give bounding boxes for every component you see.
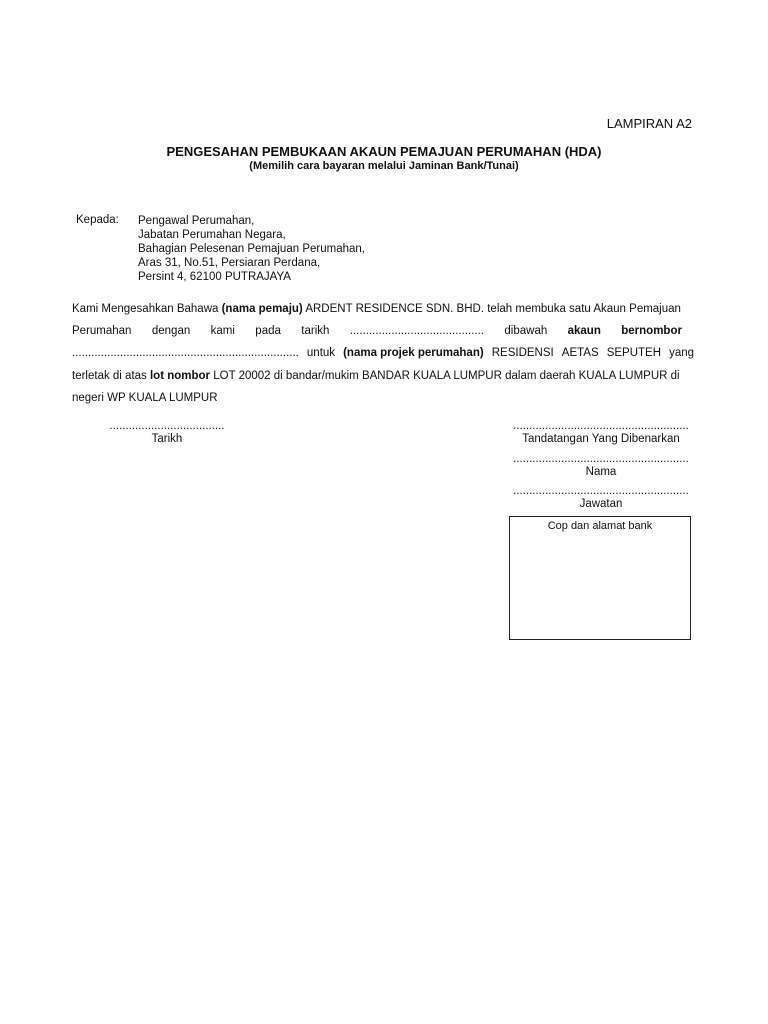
date-signature-block [108,420,226,446]
body-word: tarikh [301,325,330,337]
body-word: AETAS [561,347,599,359]
signature-label: Tandatangan Yang Dibenarkan [522,433,680,445]
body-line-4 [72,370,694,382]
line1-suffix: ARDENT RESIDENCE SDN. BHD. telah membuka satu Akaun Pemajuan [302,303,681,315]
bank-stamp-label: Cop dan alamat bank [547,520,653,532]
position-block [510,485,692,511]
project-name-label: (nama projek perumahan) [343,347,484,359]
address-line: Jabatan Perumahan Negara, [138,229,286,241]
body-word: dengan [151,325,191,337]
address-line: Aras 31, No.51, Persiaran Perdana, [138,257,321,269]
name-label: Nama [585,466,617,478]
account-number-blank: ....................................................................... [72,347,299,359]
bank-stamp-box [509,516,691,640]
recipient-address [138,214,365,284]
appendix-label: LAMPIRAN A2 [606,116,692,131]
body-word: RESIDENSI [491,347,554,359]
address-line: Persint 4, 62100 PUTRAJAYA [138,271,291,283]
body-word: dibawah [504,325,548,337]
position-line: ....................................................... [513,485,689,497]
body-word: untuk [306,347,336,359]
name-line: ....................................................... [513,453,689,465]
position-label: Jawatan [579,498,623,510]
body-word: kami [210,325,235,337]
body-line-1 [72,303,694,315]
document-title: PENGESAHAN PEMBUKAAN AKAUN PEMAJUAN PERUMAHAN (HDA) [166,144,602,159]
line1-prefix: Kami Mengesahkan Bahawa [72,303,222,315]
date-blank: .......................................... [349,325,484,337]
signature-line: ....................................................... [513,420,689,432]
lot-number-label: lot nombor [149,370,211,382]
body-line-4-text [72,370,680,382]
body-word: Perumahan [72,325,132,337]
numbered-label: bernombor [621,325,682,337]
line4-suffix: LOT 20002 di bandar/mukim BANDAR KUALA LUMPUR dalam daerah KUALA LUMPUR di [210,370,680,382]
body-line-2 [72,325,694,337]
recipient-label: Kepada: [76,214,119,226]
developer-name-label: (nama pemaju) [221,303,303,315]
address-line: Pengawal Perumahan, [138,215,255,227]
date-line: .................................... [109,420,225,432]
body-line-3 [72,347,694,359]
date-label: Tarikh [151,433,183,445]
body-word: yang [669,347,694,359]
line4-prefix: terletak di atas [72,370,150,382]
document-subtitle: (Memilih cara bayaran melalui Jaminan Bank/Tunai) [249,160,519,172]
body-word: SEPUTEH [606,347,662,359]
name-block [510,453,692,479]
address-line: Bahagian Pelesenan Pemajuan Perumahan, [138,243,365,255]
body-line-5: negeri WP KUALA LUMPUR [72,392,218,404]
authorized-signature-block [510,420,692,446]
account-label: akaun [567,325,601,337]
body-line-1-text [72,303,681,315]
body-word: pada [255,325,281,337]
